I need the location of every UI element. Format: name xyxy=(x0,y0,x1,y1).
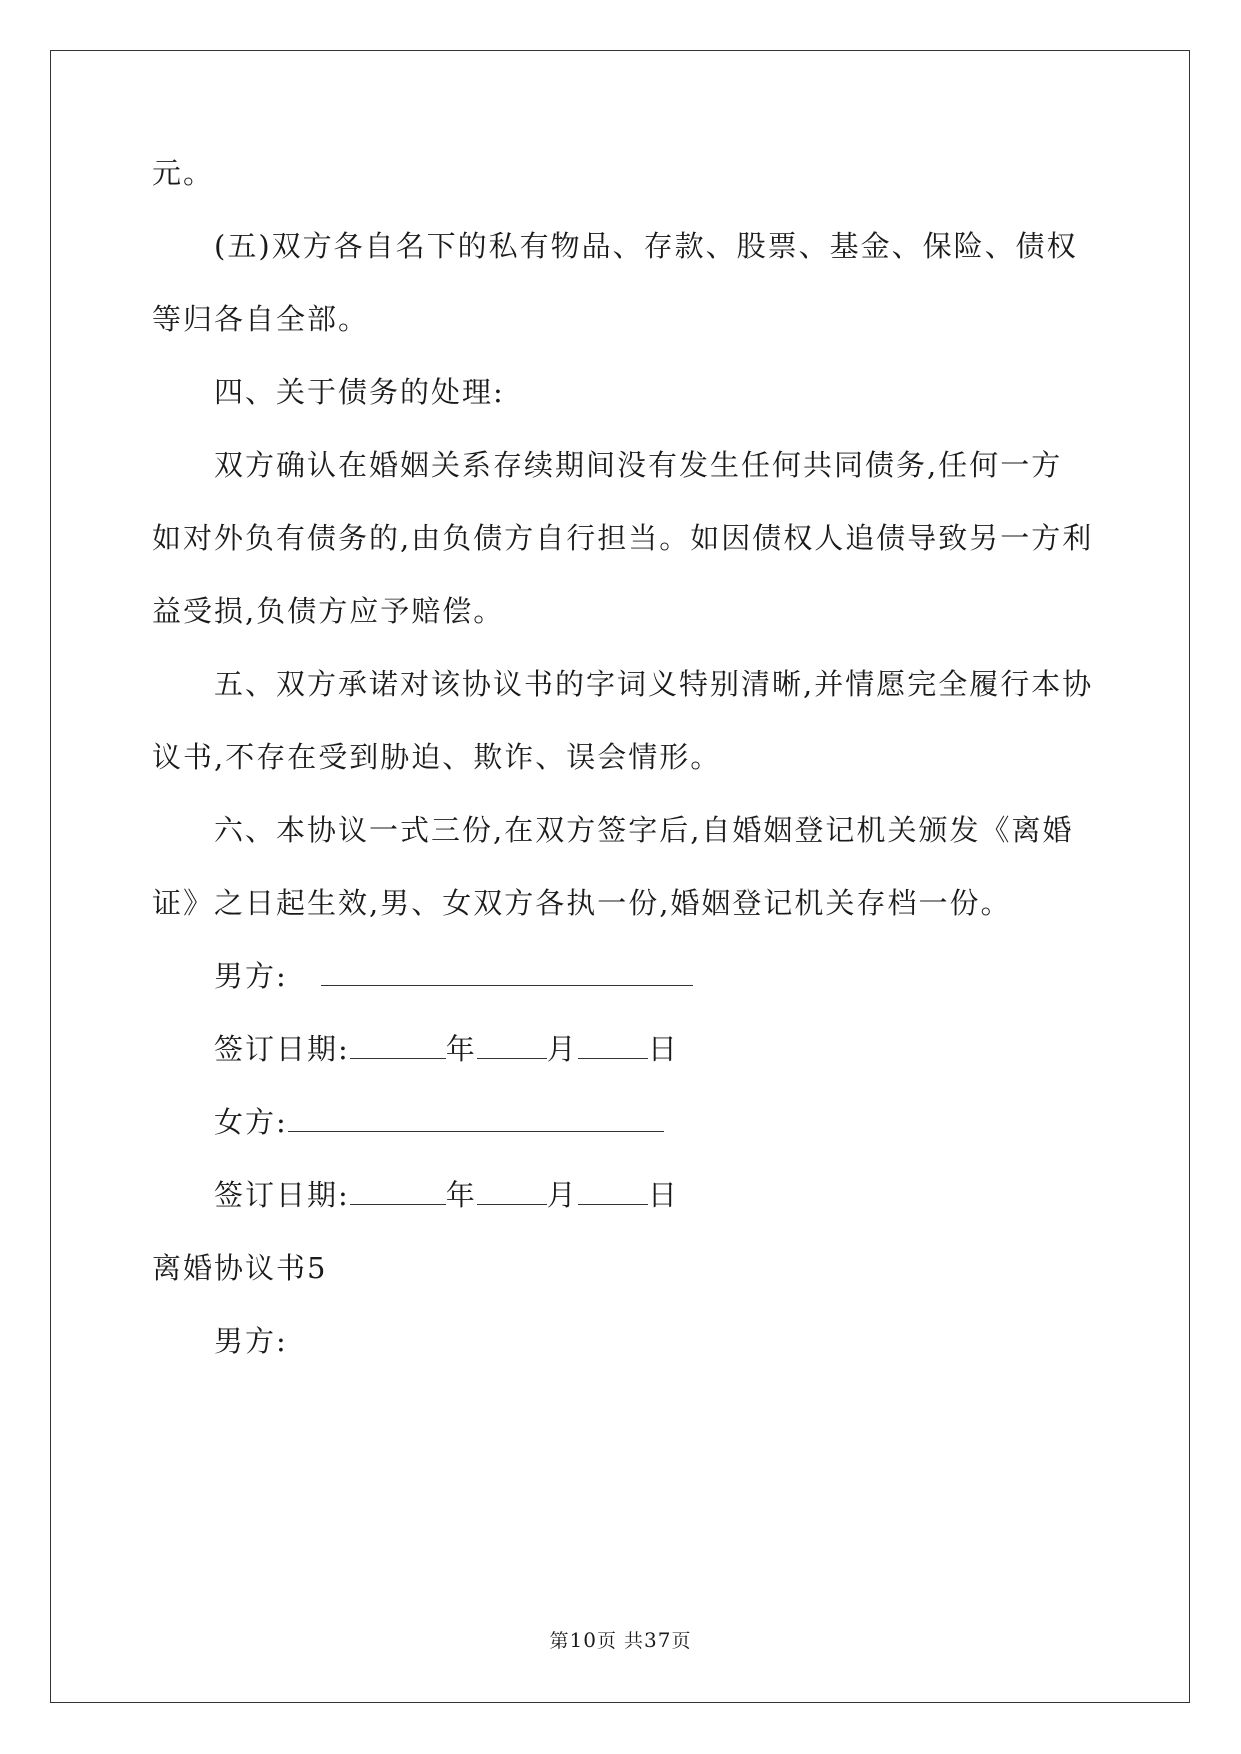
date-label: 签订日期: xyxy=(214,1178,350,1212)
male-signature-blank xyxy=(321,961,693,986)
paragraph-line: 证》之日起生效,男、女双方各执一份,婚姻登记机关存档一份。 xyxy=(152,886,1012,920)
month-label: 月 xyxy=(546,1032,578,1066)
paragraph-line: 六、本协议一式三份,在双方签字后,自婚姻登记机关颁发《离婚 xyxy=(214,813,1074,847)
female-signature-blank xyxy=(288,1107,664,1132)
paragraph-line: (五)双方各自名下的私有物品、存款、股票、基金、保险、债权 xyxy=(214,229,1078,263)
section-title: 离婚协议书5 xyxy=(152,1251,328,1285)
footer-mid: 页 共 xyxy=(596,1630,645,1652)
current-page-number: 10 xyxy=(569,1628,597,1652)
day-blank xyxy=(578,1180,648,1205)
year-label: 年 xyxy=(445,1178,477,1212)
day-blank xyxy=(578,1034,648,1059)
paragraph-line: 议书,不存在受到胁迫、欺诈、误会情形。 xyxy=(152,740,722,774)
paragraph-line: 男方: xyxy=(214,1324,288,1358)
female-signature-line xyxy=(214,1104,664,1140)
year-blank xyxy=(350,1180,446,1205)
paragraph-line: 如对外负有债务的,由负债方自行担当。如因债权人追债导致另一方利 xyxy=(152,521,1094,555)
year-label: 年 xyxy=(445,1032,477,1066)
female-date-line xyxy=(214,1177,679,1213)
paragraph-line: 益受损,负债方应予赔偿。 xyxy=(152,594,505,628)
page-border xyxy=(50,50,1190,1703)
male-date-line xyxy=(214,1031,679,1067)
day-label: 日 xyxy=(647,1178,679,1212)
section-heading: 四、关于债务的处理: xyxy=(214,375,505,409)
footer-prefix: 第 xyxy=(549,1630,570,1652)
footer-suffix: 页 xyxy=(671,1630,692,1652)
paragraph-line: 元。 xyxy=(152,156,215,190)
male-signature-line xyxy=(214,958,693,994)
paragraph-line: 五、双方承诺对该协议书的字词义特别清晰,并情愿完全履行本协 xyxy=(214,667,1094,701)
paragraph-line: 等归各自全部。 xyxy=(152,302,370,336)
page-footer xyxy=(0,1626,1241,1653)
month-blank xyxy=(477,1180,547,1205)
total-page-count: 37 xyxy=(644,1628,672,1652)
month-blank xyxy=(477,1034,547,1059)
paragraph-line: 双方确认在婚姻关系存续期间没有发生任何共同债务,任何一方 xyxy=(214,448,1063,482)
month-label: 月 xyxy=(546,1178,578,1212)
male-label: 男方: xyxy=(214,959,288,993)
date-label: 签订日期: xyxy=(214,1032,350,1066)
day-label: 日 xyxy=(647,1032,679,1066)
year-blank xyxy=(350,1034,446,1059)
female-label: 女方: xyxy=(214,1105,288,1139)
